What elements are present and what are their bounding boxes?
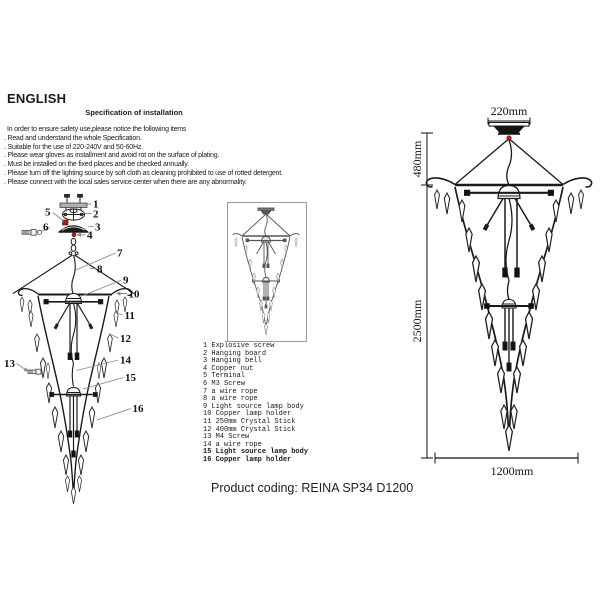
instruction-line: . Read and understand the whole Specification.	[4, 134, 142, 142]
dim-diameter	[435, 453, 578, 464]
dim-canopy-width-label: 220mm	[490, 104, 528, 118]
part-number: 10	[203, 410, 212, 419]
part-number: 15	[203, 448, 212, 457]
suspension-wires	[455, 140, 563, 186]
callout-3: 3	[95, 221, 101, 234]
callout-9: 9	[123, 274, 129, 287]
part-number: 5	[203, 372, 208, 381]
part-label: a wire rope	[215, 440, 262, 449]
callout-12: 12	[120, 333, 131, 345]
part-number: 4	[203, 364, 208, 373]
instruction-line: . Suitable for the use of 220-240V and 50-60Hz.	[4, 143, 143, 151]
callout-13: 13	[4, 358, 15, 370]
dim-hanger-height-label: 480mm	[410, 140, 424, 178]
lamp-body-upper	[44, 294, 103, 360]
part-label: Terminal	[211, 372, 246, 381]
lamp-body-lower	[50, 388, 97, 458]
part-number: 12	[203, 425, 212, 434]
part-label: M3 Screw	[211, 379, 246, 388]
part-label: Copper nut	[211, 364, 254, 373]
callout-6: 6	[43, 221, 49, 234]
part-number: 7	[203, 387, 208, 396]
part-label: Light source lamp body	[215, 448, 309, 457]
explosive-screws-icon	[65, 195, 83, 204]
hanging-board	[63, 209, 85, 220]
callout-14: 14	[120, 354, 131, 367]
part-number: 13	[203, 433, 212, 442]
language-heading: ENGLISH	[7, 91, 67, 106]
part-number: 16	[203, 455, 212, 464]
callout-2: 2	[93, 208, 99, 221]
instruction-line: . Please wear gloves as installment and avoid rot on the surface of plating.	[4, 152, 220, 160]
part-label: Hanging board	[211, 349, 267, 358]
callout-4: 4	[87, 229, 93, 242]
instruction-line: . Must be installed on the fixed places and be checked annually.	[4, 161, 189, 169]
callout-7: 7	[117, 247, 123, 260]
part-number: 2	[203, 349, 208, 358]
callout-15: 15	[125, 372, 136, 384]
instruction-line: In order to ensure safety use,please notice the following items	[7, 126, 187, 133]
center-wire-rope	[71, 304, 76, 387]
part-label: 250mm Crystal Stick	[215, 417, 296, 426]
lamp-body-lower	[485, 300, 534, 372]
callout-8: 8	[97, 263, 103, 276]
part-row	[203, 457, 333, 465]
instruction-line: . Please connect with the local sales service center when there are any abnormality.	[4, 178, 247, 186]
wire-ropes	[13, 255, 134, 295]
part-number: 1	[203, 342, 208, 350]
dim-total-height-label: 2500mm	[410, 299, 424, 343]
part-number: 14	[203, 440, 212, 449]
assembled-mini-diagram	[228, 203, 304, 339]
callout-5: 5	[45, 206, 51, 219]
instruction-line: . Please turn off the lighting source by soft cloth as cleaning prohibited to use of rotted detergent.	[4, 169, 283, 177]
part-label: Light source lamp body	[211, 402, 304, 411]
hanging-bell	[59, 226, 88, 232]
part-number: 11	[203, 417, 212, 426]
part-label: M4 Screw	[215, 433, 250, 442]
copper-nut	[72, 233, 76, 237]
exploded-diagram	[0, 193, 208, 510]
callout-1: 1	[93, 198, 99, 211]
part-number: 6	[203, 379, 208, 388]
part-number: 3	[203, 357, 208, 366]
part-number: 9	[203, 402, 208, 411]
dim-diameter-label: 1200mm	[490, 464, 534, 478]
m4-screw-icon	[28, 369, 41, 374]
part-number: 8	[203, 395, 208, 404]
center-wire-rope	[506, 199, 512, 300]
part-label: Hanging bell	[211, 357, 262, 366]
callout-16: 16	[132, 403, 144, 415]
m3-screw-icon	[22, 230, 42, 236]
parts-list	[203, 343, 333, 465]
product-coding: Product coding: REINA SP34 D1200	[211, 481, 414, 495]
dimensioned-diagram	[405, 95, 600, 485]
chain-links	[69, 238, 78, 254]
part-label: Copper lamp holder	[215, 410, 292, 419]
part-label: Copper lamp holder	[215, 455, 292, 464]
part-label: Explosive screw	[211, 342, 275, 350]
callout-11: 11	[124, 310, 135, 322]
callout-10: 10	[128, 288, 140, 301]
part-label: a wire rope	[211, 395, 258, 404]
part-label: a wire rope	[211, 387, 258, 396]
instructions-list	[4, 126, 404, 188]
mini-diagram-box	[227, 202, 307, 342]
spec-title: Specification of installation	[85, 108, 183, 117]
ceiling-canopy	[489, 123, 529, 141]
part-label: 400mm Crystal Stick	[215, 425, 296, 434]
